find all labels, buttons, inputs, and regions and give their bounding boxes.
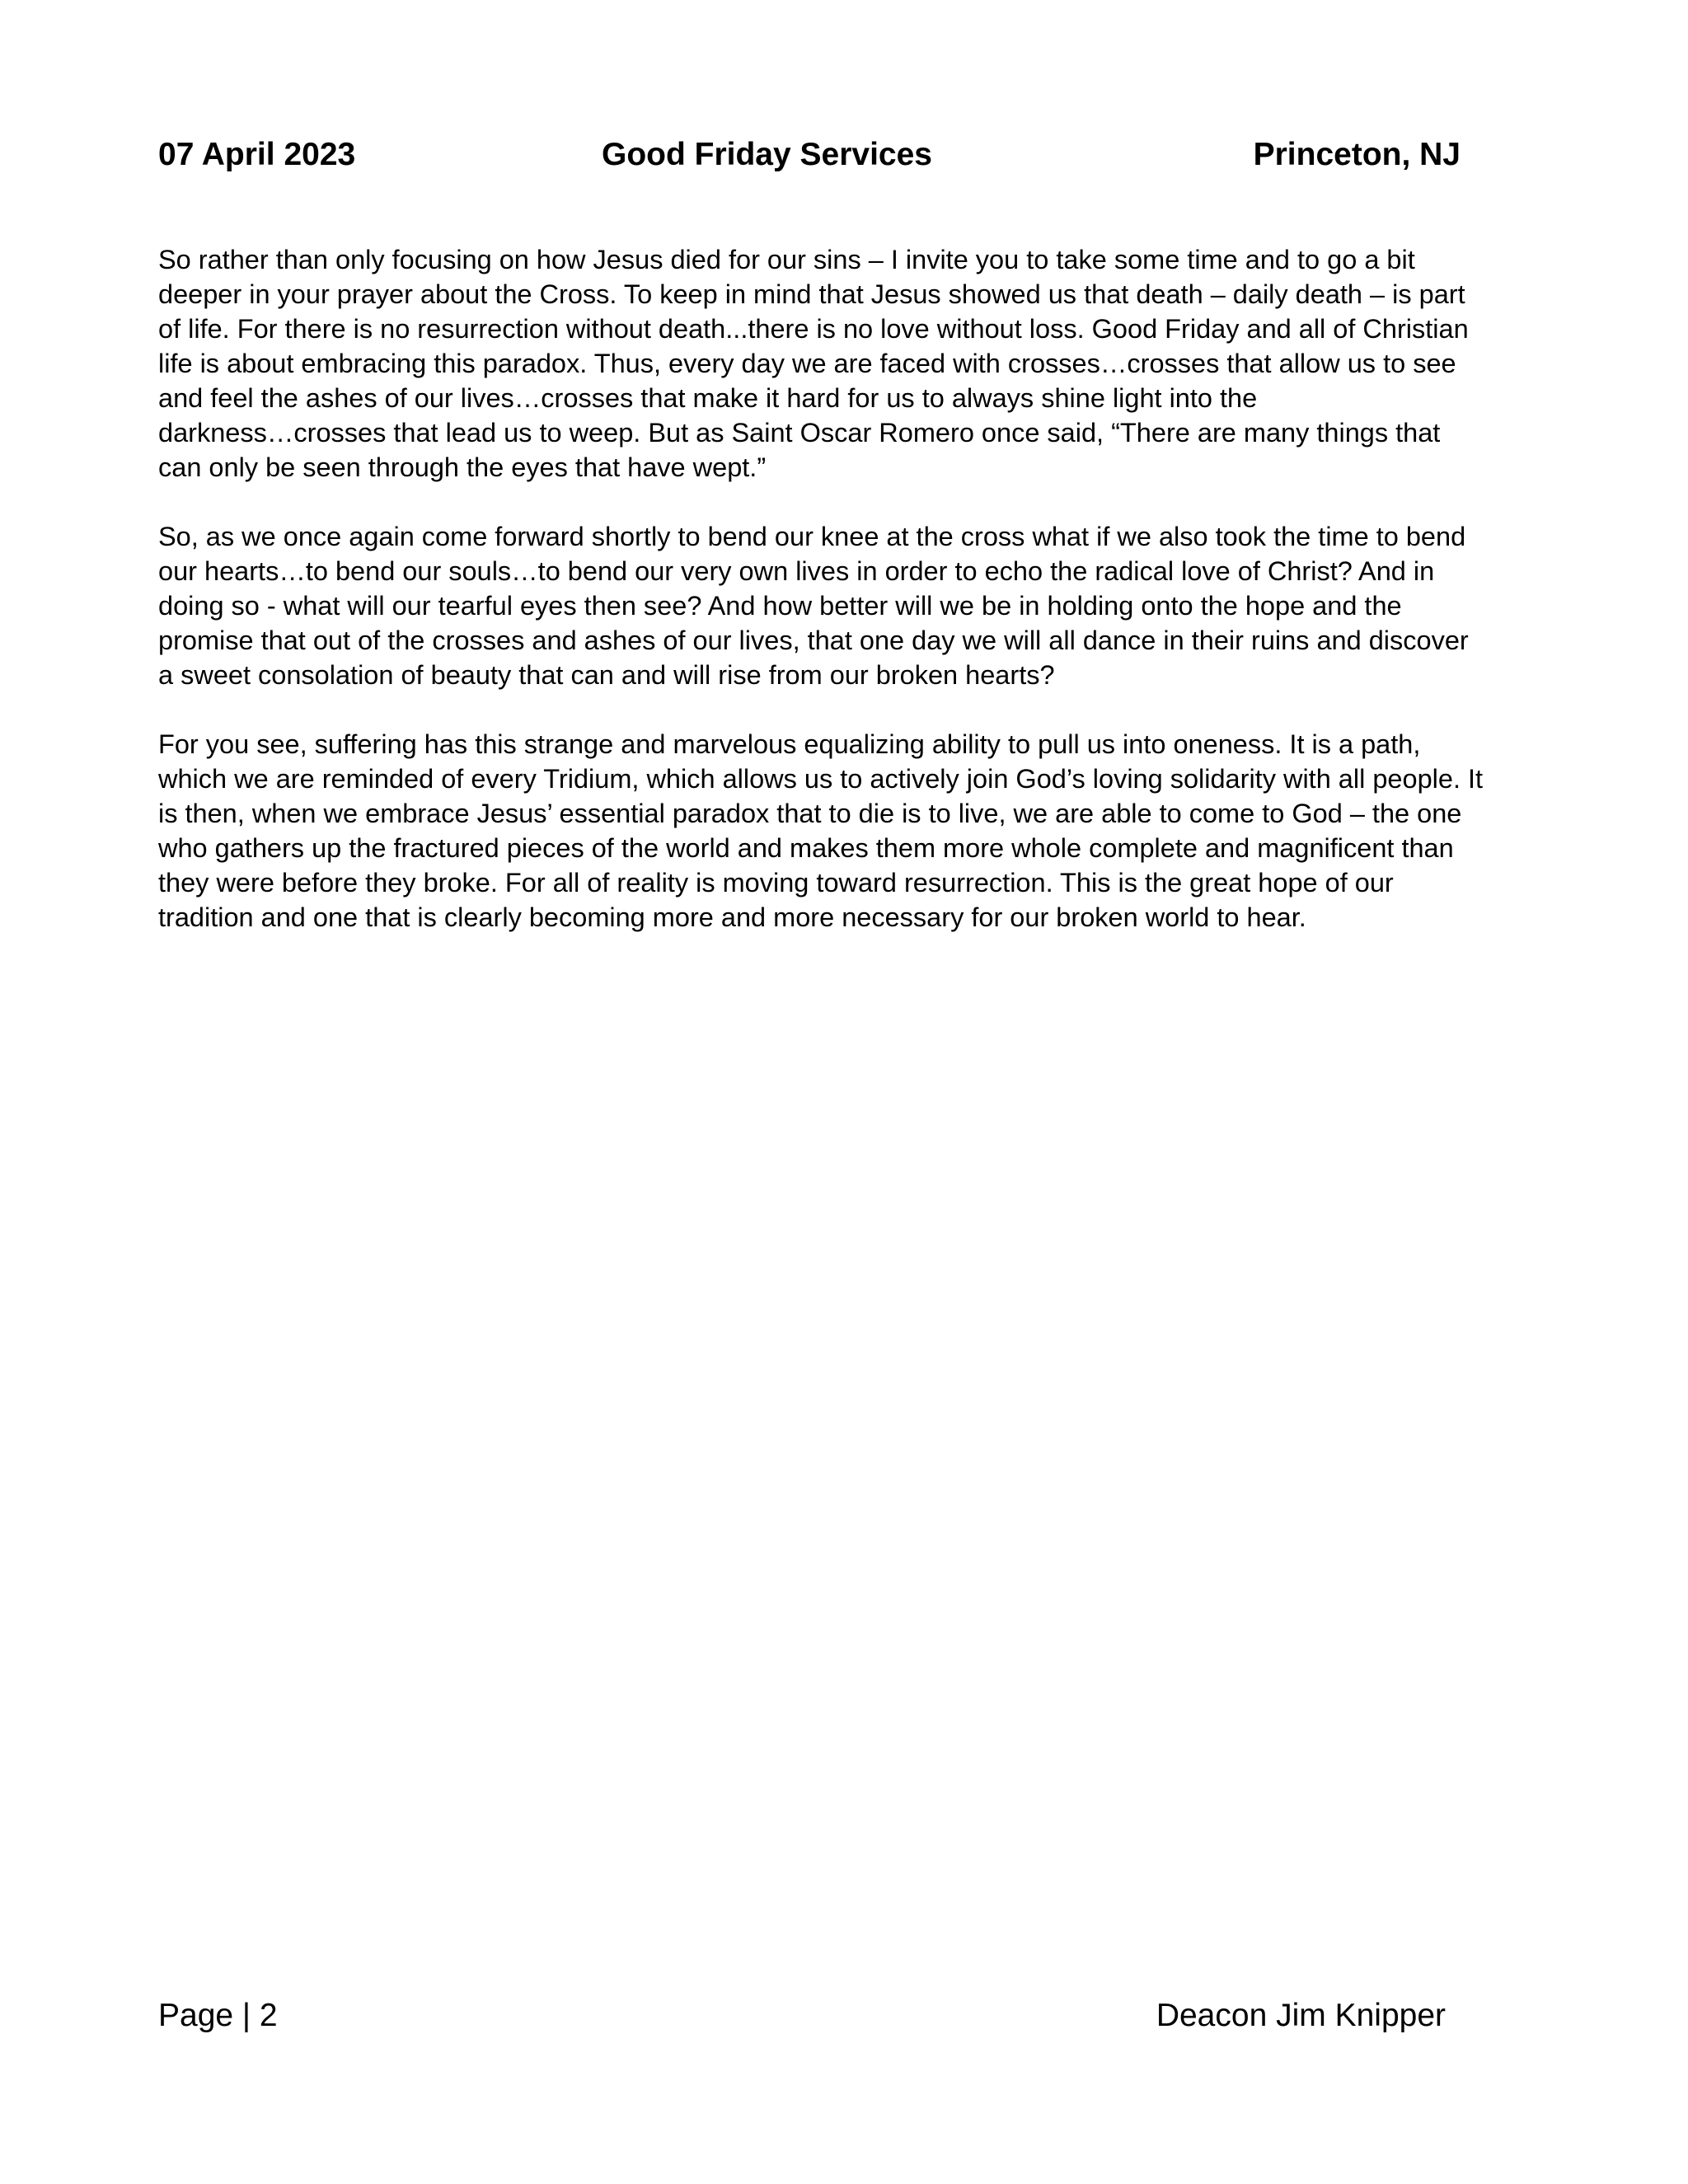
paragraph-1: So rather than only focusing on how Jesus died for our sins – I invite you to take some time and to go a bit deeper in your prayer about the Cross. To keep in mind that Jesus showed us that death – daily death – is part of life. For there is no resurrection without death...there is no love without loss. Good Friday and all of Christian life is about embracing this paradox. Thus, every day we are faced with crosses…crosses that allow us to see and feel the ashes of our lives…crosses that make it hard for us to always shine light into the darkness…crosses that lead us to weep. But as Saint Oscar Romero once said, “There are many things that can only be seen through the eyes that have wept.” xyxy=(158,245,1469,482)
header-title: Good Friday Services xyxy=(602,137,932,172)
footer-page-number: Page | 2 xyxy=(158,1998,278,2033)
paragraph-3: For you see, suffering has this strange and marvelous equalizing ability to pull us into oneness. It is a path, which we are reminded of every Tridium, which allows us to actively join God’s loving solidarity with all people. It is then, when we embrace Jesus’ essential paradox that to die is to live, we are able to come to God – the one who gathers up the fractured pieces of the world and makes them more whole complete and magnificent than they were before they broke. For all of reality is moving toward resurrection. This is the great hope of our tradition and one that is clearly becoming more and more necessary for our broken world to hear. xyxy=(158,729,1484,932)
header-date: 07 April 2023 xyxy=(158,137,356,172)
footer-author: Deacon Jim Knipper xyxy=(1156,1998,1446,2033)
page-footer xyxy=(158,1993,1446,2039)
document-body xyxy=(158,242,1533,969)
page-header xyxy=(158,132,1461,178)
paragraph-2: So, as we once again come forward shortly to bend our knee at the cross what if we also took the time to bend our hearts…to bend our souls…to bend our very own lives in order to echo the radical love of Christ? And in doing so - what will our tearful eyes then see? And how better will we be in holding onto the hope and the promise that out of the crosses and ashes of our lives, that one day we will all dance in their ruins and discover a sweet consolation of beauty that can and will rise from our broken hearts? xyxy=(158,522,1469,690)
header-location: Princeton, NJ xyxy=(1253,137,1461,172)
